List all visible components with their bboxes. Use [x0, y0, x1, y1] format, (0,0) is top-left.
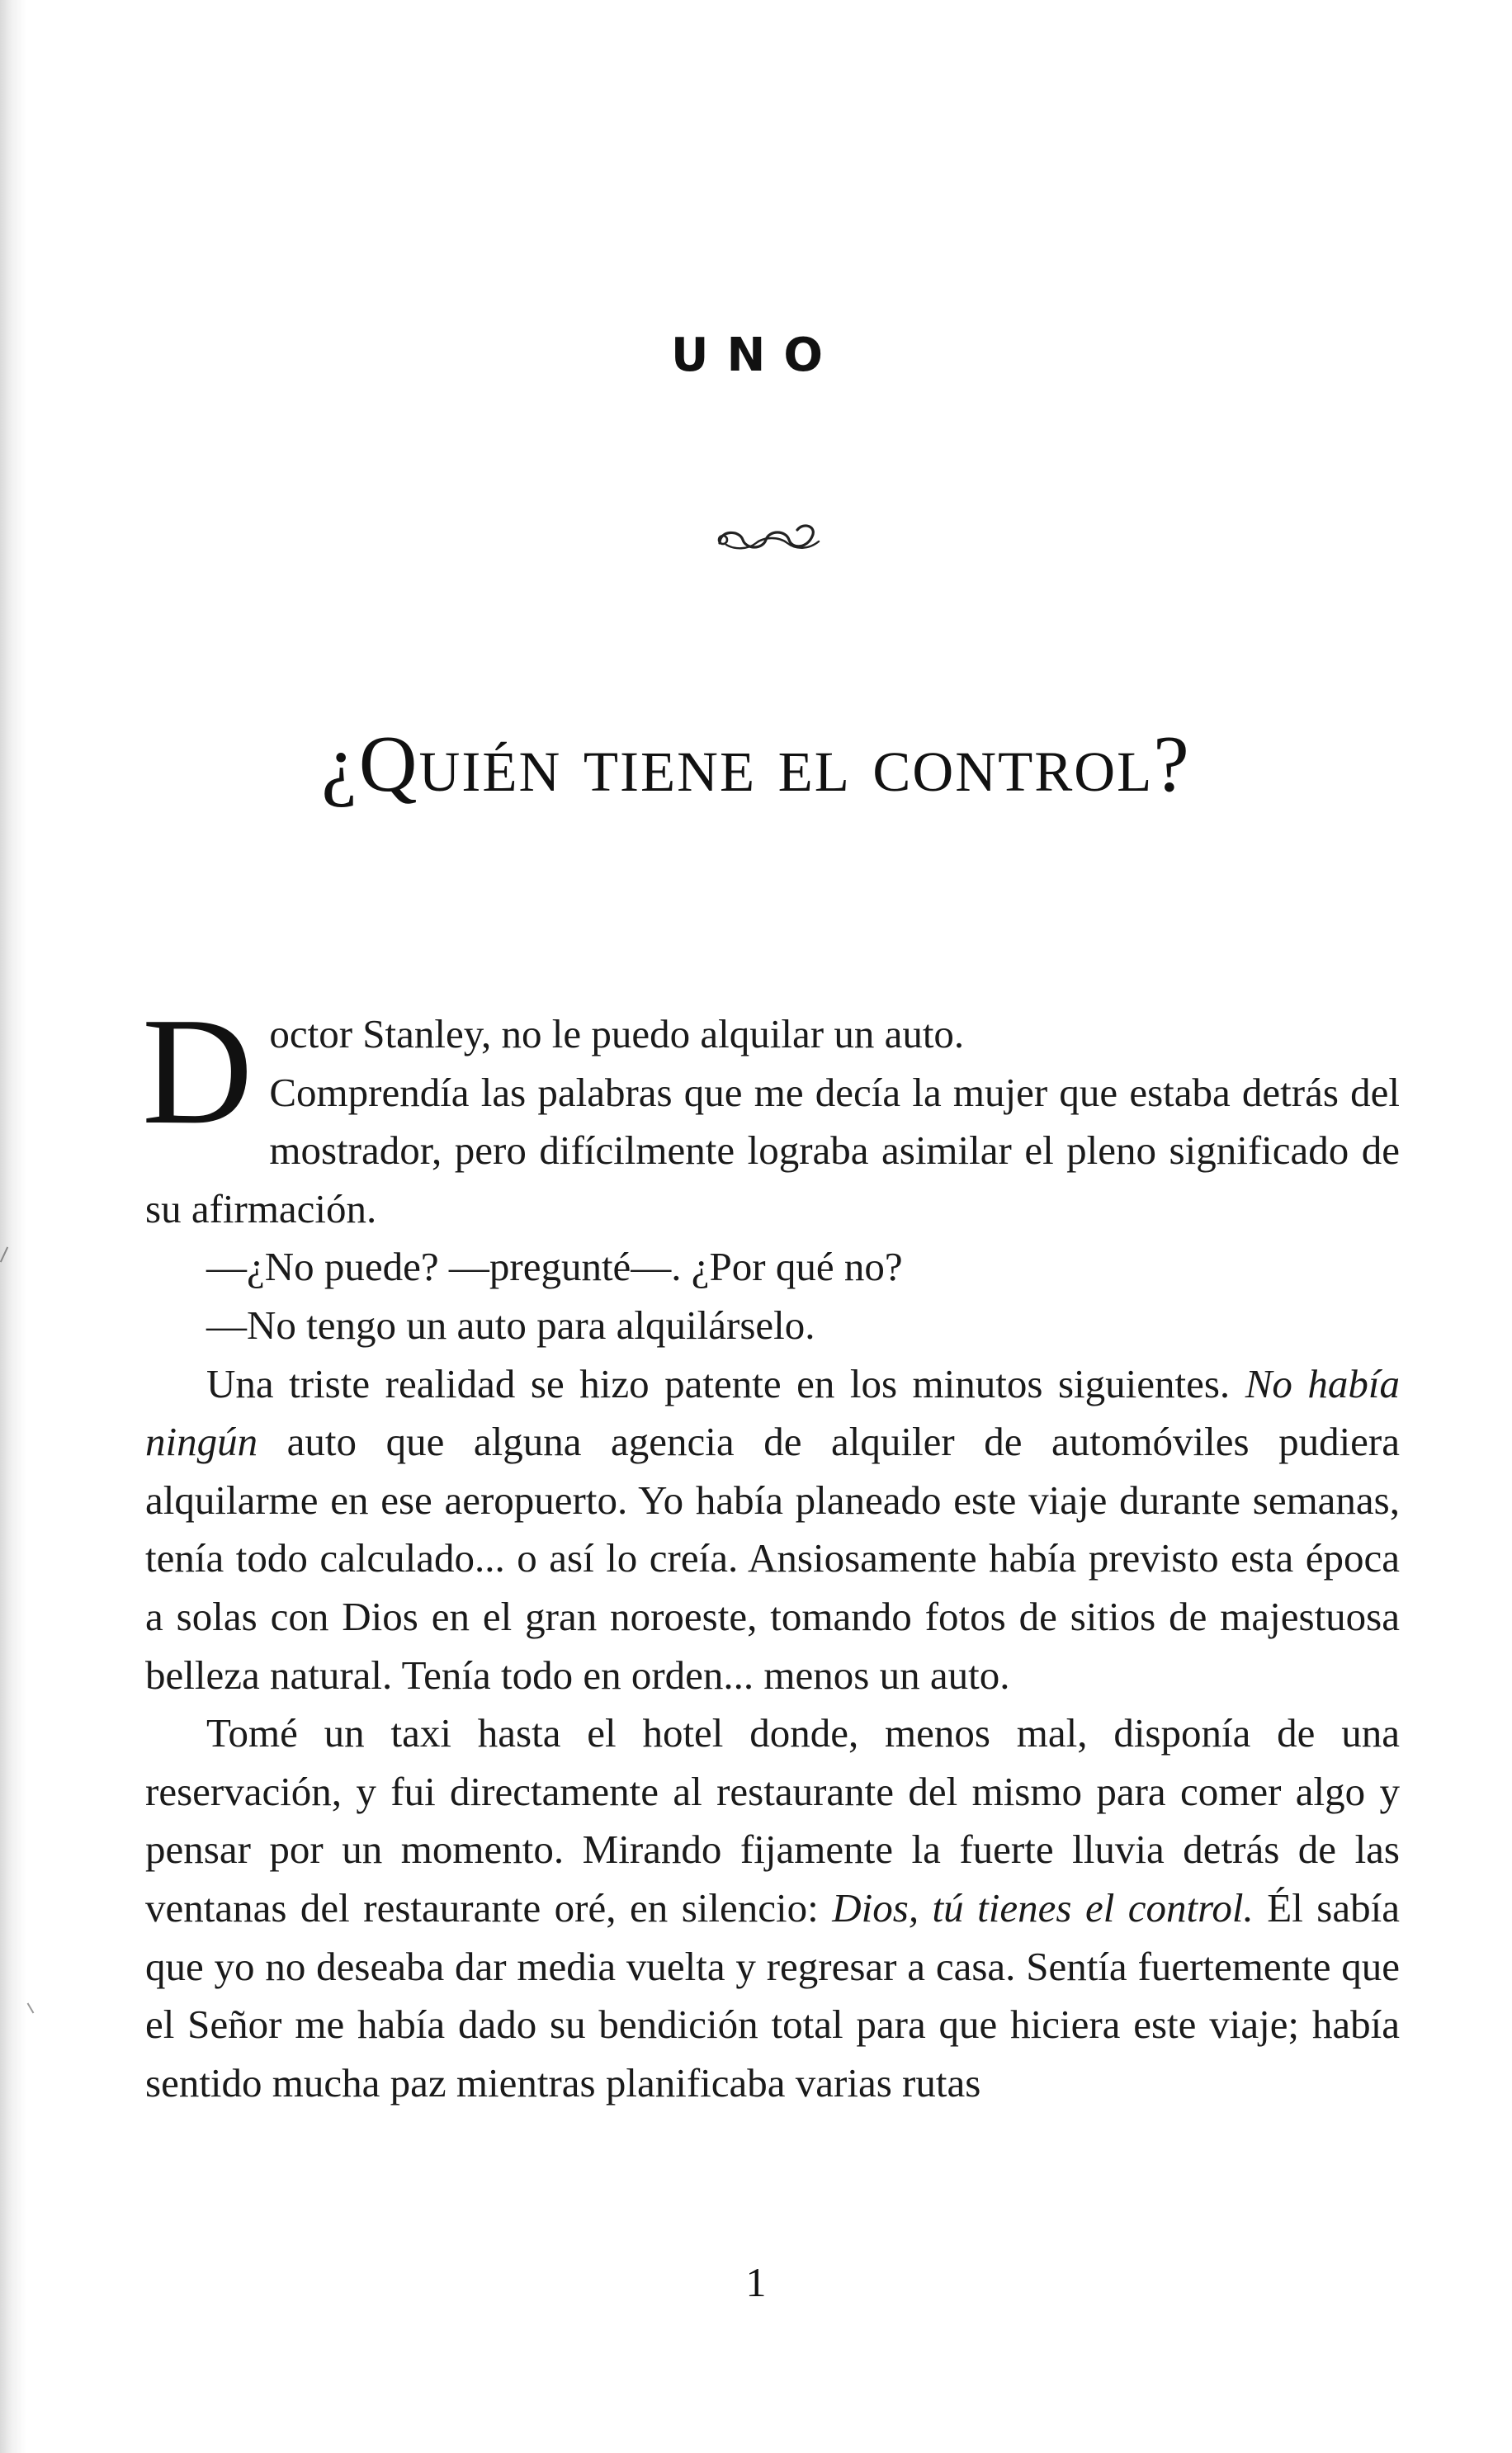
chapter-number: UNO: [671, 328, 841, 382]
paragraph-text: Tomé un taxi hasta el hotel donde, menos mal, disponía de una reservación, y fui directamente al restaurante del mismo para comer algo y pensar por un momento. Mirando fijamente la fuerte lluvia detrás de las ventanas del restaurante oré, en silencio:: [145, 1710, 1400, 1931]
drop-cap: D: [142, 986, 253, 1156]
margin-mark: [27, 2002, 35, 2013]
paragraph-text: octor Stanley, no le puedo alquilar un auto.: [269, 1011, 965, 1056]
margin-mark: [0, 1247, 8, 1263]
italic-emphasis: No había ningún: [145, 1360, 1401, 1465]
paragraph-text: Él sabía que yo no deseaba dar media vuelta y regresar a casa. Sentía fuertemente que el Señor me había dado su bendición total para que hiciera este viaje; había sentido mucha paz mientras planificaba varias rutas: [145, 1884, 1400, 2106]
page-number: 1: [745, 2259, 767, 2305]
italic-prayer: Dios, tú tienes el control.: [832, 1884, 1254, 1931]
chapter-title-question-mark: ¿: [321, 720, 359, 809]
paragraph: —¿No puede? —pregunté—. ¿Por qué no?: [206, 1244, 903, 1290]
paragraph: [145, 1355, 1400, 1705]
paragraph: Comprendía las palabras que me decía la mujer que estaba detrás del mostrador, pero difícilmente lograba asimilar el pleno significado de su afirmación.: [145, 1069, 1400, 1231]
chapter-title-text: Quién tiene el control?: [358, 720, 1191, 809]
chapter-body: [142, 986, 1401, 2112]
paragraph-text: Una triste realidad se hizo patente en los minutos siguientes.: [206, 1360, 1245, 1406]
flourish-ornament-icon: [715, 512, 824, 561]
chapter-title: [0, 718, 1512, 811]
paragraph-text: auto que alguna agencia de alquiler de automóviles pudiera alquilarme en ese aeropuerto. Yo había planeado este viaje durante semanas, tenía todo calculado... o así lo creía. Ansiosamente había previsto esta época a solas con Dios en el gran noroeste, tomando fotos de sitios de majestuosa belleza natural. Tenía todo en orden... menos un auto.: [145, 1419, 1400, 1698]
paragraph: —No tengo un auto para alquilárselo.: [206, 1302, 815, 1348]
paragraph: [145, 1704, 1400, 2112]
